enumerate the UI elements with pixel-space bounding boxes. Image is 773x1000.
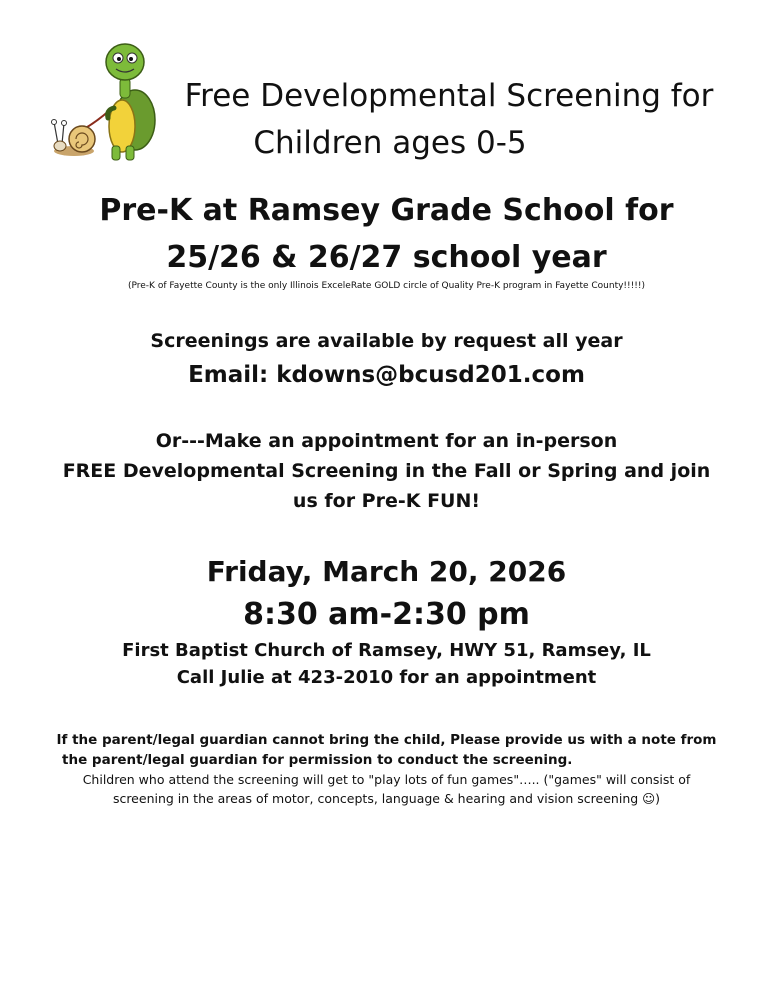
program-line-2: 25/26 & 26/27 school year [166,240,607,275]
program-line-1: Pre-K at Ramsey Grade School for [99,193,674,228]
appointment-line-3: us for Pre-K FUN! [292,490,481,512]
event-call: Call Julie at 423-2010 for an appointment [176,667,597,688]
email-link[interactable]: kdowns@bcusd201.com [276,362,585,388]
event-time: 8:30 am-2:30 pm [243,597,530,632]
appointment-line-1: Or---Make an appointment for an in-person [155,430,618,452]
availability-text: Screenings are available by request all year [150,330,623,352]
title-line-1: Free Developmental Screening for [184,78,714,114]
event-location: First Baptist Church of Ramsey, HWY 51, Ramsey, IL [122,640,651,661]
guardian-note-line-1: If the parent/legal guardian cannot bring the child, Please provide us with a note from [56,732,717,748]
guardian-note-line-2: the parent/legal guardian for permission to conduct the screening. [62,752,573,768]
games-note-line-2: screening in the areas of motor, concepts, language & hearing and vision screening ☺) [112,791,661,806]
title-line-2: Children ages 0-5 [253,125,527,161]
program-note: (Pre-K of Fayette County is the only Illinois ExceleRate GOLD circle of Quality Pre-K program in Fayette County!!!!!) [127,281,645,291]
appointment-line-2: FREE Developmental Screening in the Fall or Spring and join [62,460,711,482]
event-date: Friday, March 20, 2026 [206,555,567,588]
email-line [0,362,773,388]
email-label: Email: [188,362,269,388]
games-note-line-1: Children who attend the screening will get to "play lots of fun games"….. ("games" will consist of [82,772,691,787]
